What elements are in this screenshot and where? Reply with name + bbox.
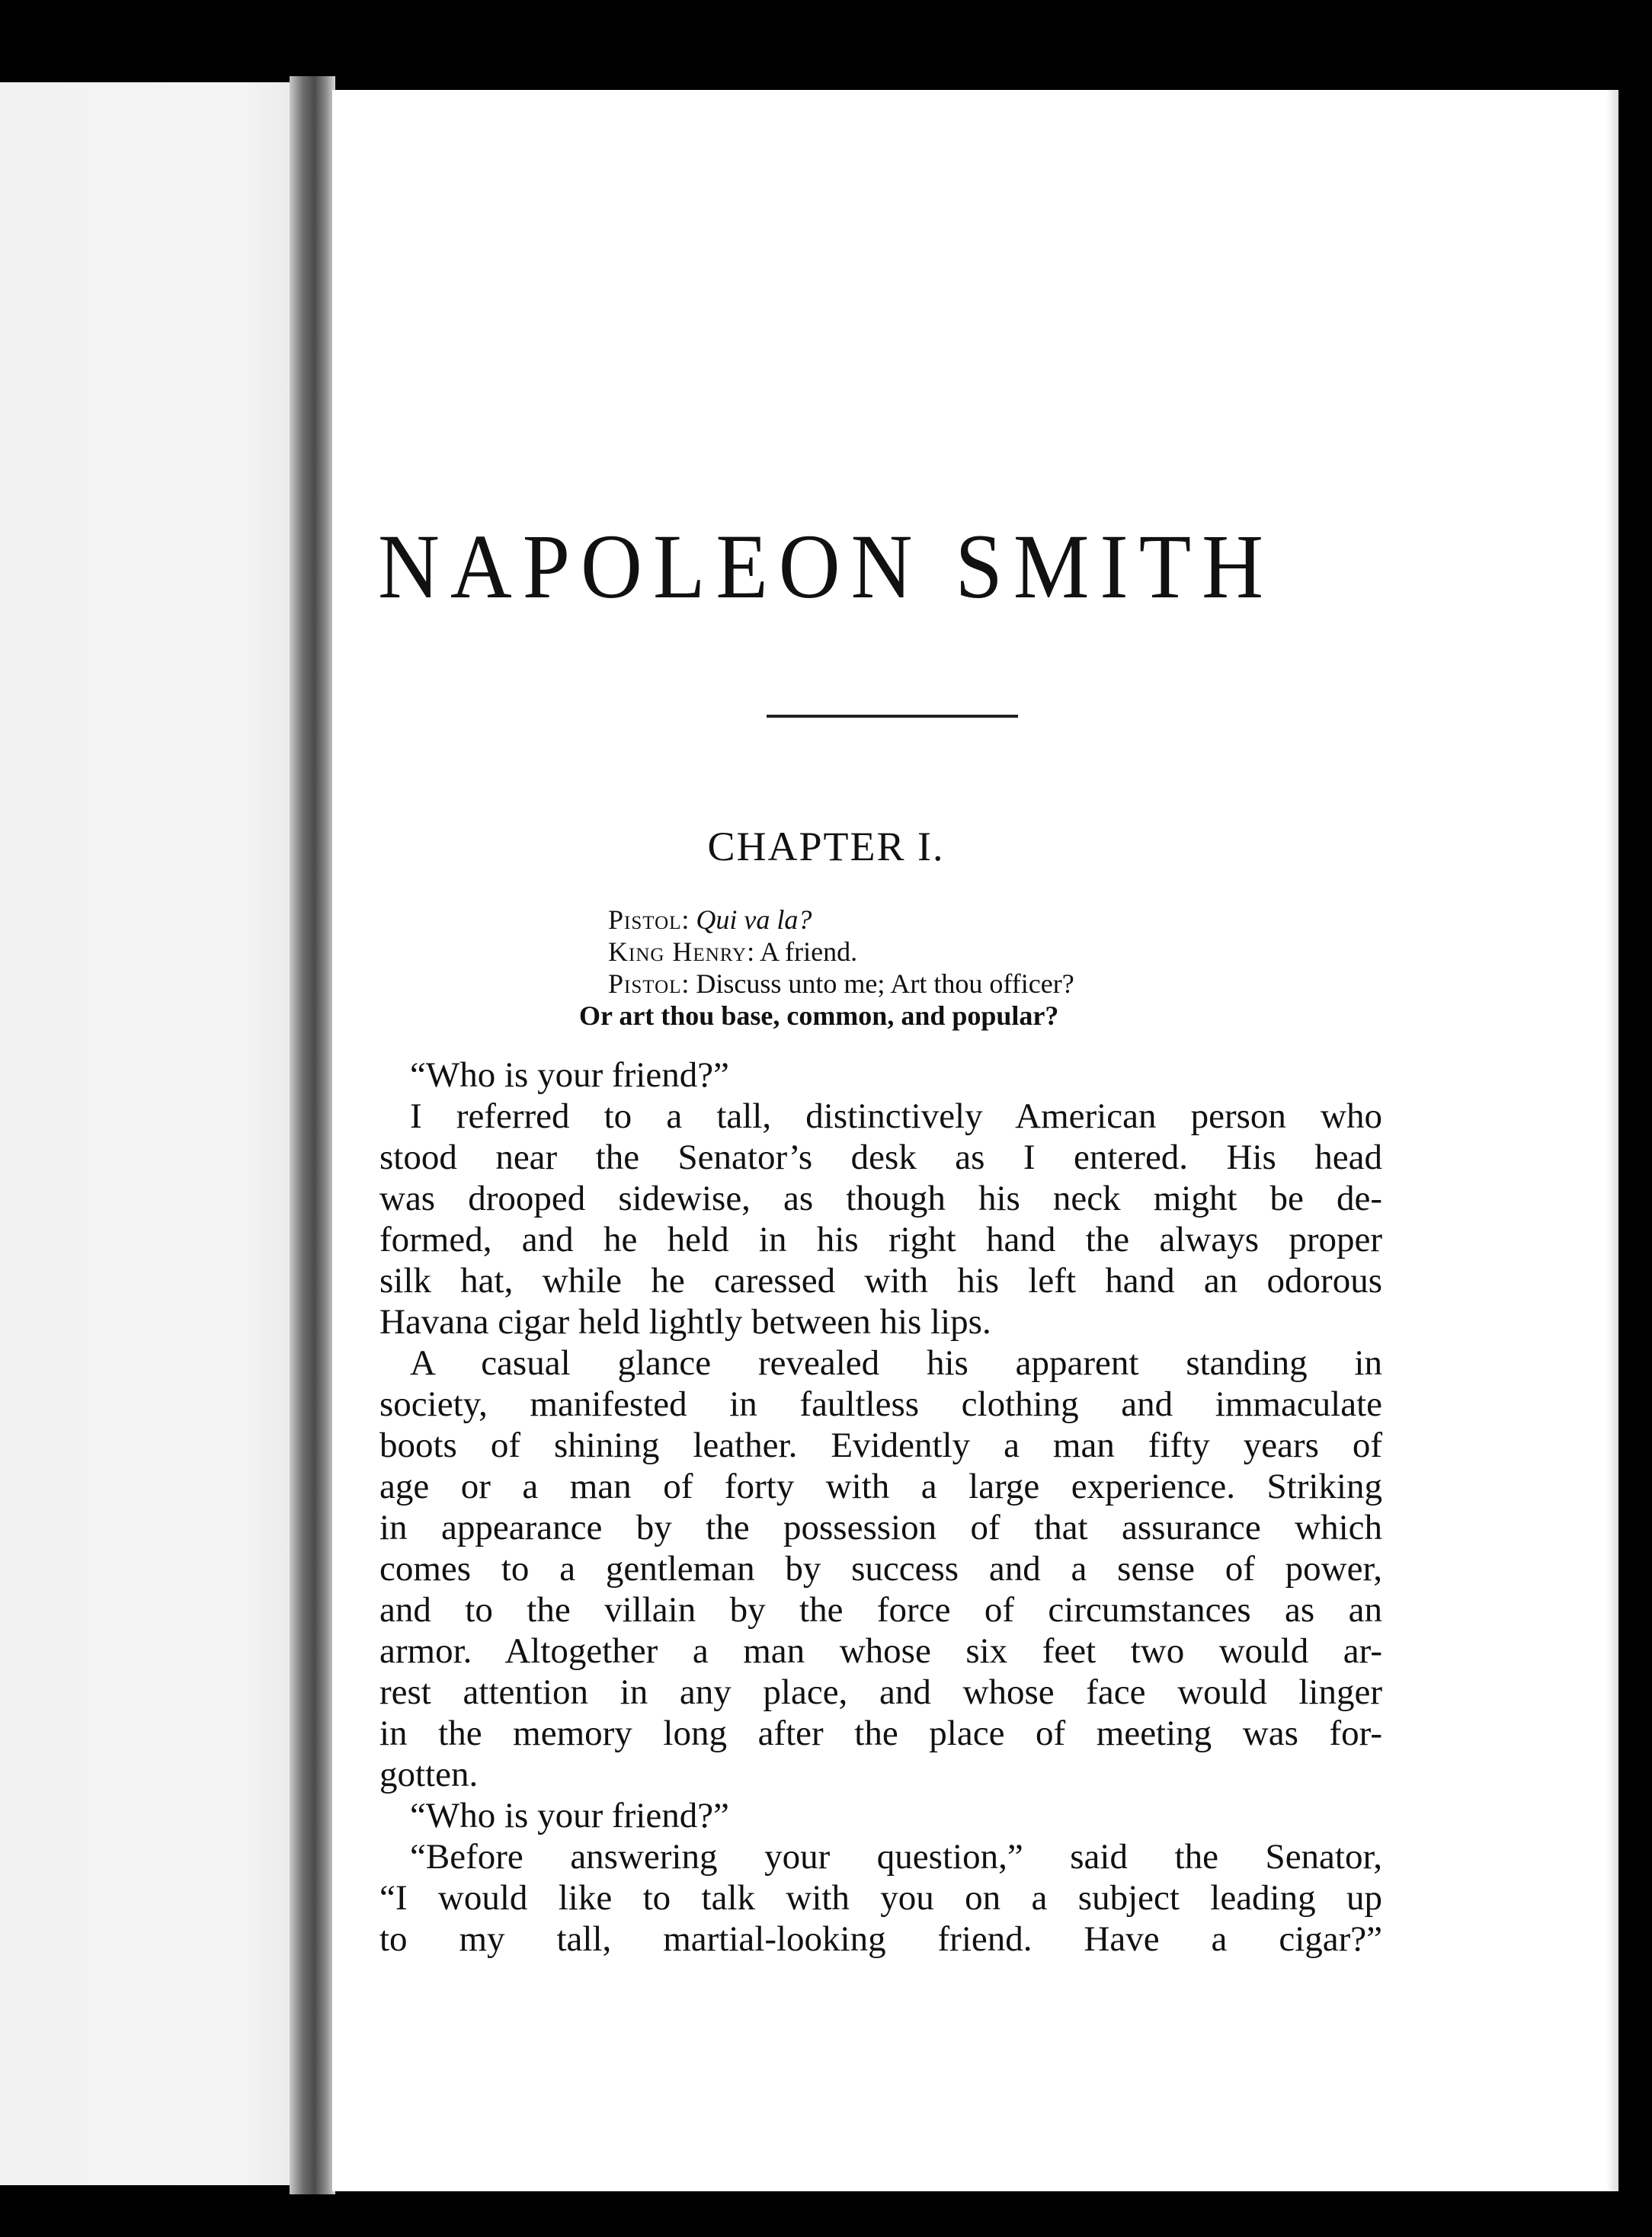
left-blank-page	[0, 82, 305, 2185]
epigraph-speaker: Pistol	[608, 904, 682, 935]
epigraph-line: King Henry: A friend.	[608, 936, 858, 967]
title-rule	[767, 715, 1018, 718]
epigraph-text: A friend.	[760, 936, 858, 967]
body-line: was drooped sidewise, as though his neck might be de-	[379, 1179, 1382, 1218]
body-line: boots of shining leather. Evidently a man fifty years of	[379, 1426, 1382, 1465]
body-line: armor. Altogether a man whose six feet two would ar-	[379, 1631, 1382, 1671]
body-line: and to the villain by the force of circumstances as an	[379, 1590, 1382, 1630]
body-line: rest attention in any place, and whose face would linger	[379, 1672, 1382, 1712]
epigraph-text: Or art thou base, common, and popular?	[579, 1000, 1059, 1031]
body-line: to my tall, martial-looking friend. Have a cigar?”	[379, 1919, 1382, 1959]
body-line: in appearance by the possession of that assurance which	[379, 1508, 1382, 1547]
body-line: comes to a gentleman by success and a sense of power,	[379, 1549, 1382, 1589]
body-line: silk hat, while he caressed with his left hand an odorous	[379, 1261, 1382, 1301]
epigraph-speaker: Pistol	[608, 968, 682, 999]
page-edge	[1606, 90, 1618, 2191]
body-line: society, manifested in faultless clothing and immaculate	[379, 1384, 1382, 1424]
book-title: NAPOLEON SMITH	[378, 515, 1274, 618]
body-line: in the memory long after the place of meeting was for-	[379, 1714, 1382, 1753]
body-line: formed, and he held in his right hand the always proper	[379, 1220, 1382, 1259]
epigraph-line: Pistol: Qui va la?	[608, 904, 812, 935]
chapter-heading: CHAPTER I.	[707, 824, 945, 869]
book-gutter	[290, 76, 335, 2194]
body-line: “Who is your friend?”	[410, 1796, 729, 1835]
epigraph-line: Pistol: Discuss unto me; Art thou officer?	[608, 968, 1074, 999]
body-line: “Who is your friend?”	[410, 1055, 729, 1095]
body-line: stood near the Senator’s desk as I entered. His head	[379, 1138, 1382, 1177]
body-line: “I would like to talk with you on a subject leading up	[379, 1878, 1382, 1918]
body-line: age or a man of forty with a large experience. Striking	[379, 1467, 1382, 1506]
epigraph-text: Qui va la?	[696, 904, 812, 935]
body-line: A casual glance revealed his apparent standing in	[410, 1343, 1382, 1383]
epigraph-speaker: King Henry	[608, 936, 748, 967]
body-line: “Before answering your question,” said the Senator,	[410, 1837, 1382, 1877]
epigraph-text: Discuss unto me; Art thou officer?	[696, 968, 1074, 999]
body-line: Havana cigar held lightly between his lips.	[379, 1302, 991, 1342]
body-line: I referred to a tall, distinctively American person who	[410, 1096, 1382, 1136]
body-line: gotten.	[379, 1755, 479, 1794]
epigraph-line	[579, 1000, 1058, 1032]
